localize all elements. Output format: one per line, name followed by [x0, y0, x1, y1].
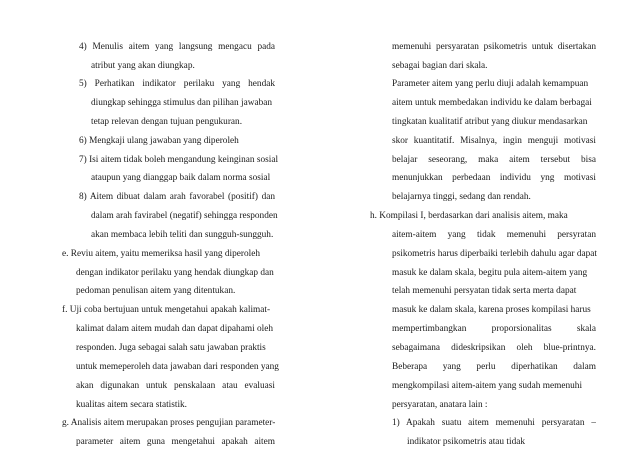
text-line: skor kuantitatif. Misalnya, ingin menguji motivasi [392, 136, 596, 146]
text-line: kalimat dalam aitem mudah dan dapat dipahami oleh [76, 324, 273, 334]
text-line: untuk memeperoleh data jawaban dari responden yang [76, 362, 279, 372]
text-line: sebagaimana dideskripsikan oleh blue-printnya. [392, 343, 596, 353]
text-line: h. Kompilasi I, berdasarkan dari analisis aitem, maka [370, 211, 568, 221]
text-line: 5) Perhatikan indikator perilaku yang hendak [79, 79, 275, 89]
text-line: memenuhi persyaratan psikometris untuk disertakan [392, 42, 596, 52]
text-line: 1) Apakah suatu aitem memenuhi persyaratan – [392, 418, 596, 428]
text-line: Parameter aitem yang perlu diuji adalah kemampuan [392, 79, 589, 89]
text-line: persyaratan, anatara lain : [392, 400, 488, 410]
text-line: pedoman penulisan aitem yang ditentukan. [76, 286, 236, 296]
text-line: akan membaca lebih teliti dan sungguh-sungguh. [91, 230, 274, 240]
text-line: responden. Juga sebagai salah satu jawaban praktis [76, 343, 266, 353]
text-line: ataupun yang dianggap baik dalam norma sosial [91, 173, 271, 183]
text-line: masuk ke dalam skala, karena proses kompilasi harus [392, 305, 591, 315]
text-line: dalam arah favirabel (negatif) sehingga responden [91, 211, 278, 221]
text-line: menunjukkan perbedaan individu yng motivasi [392, 173, 596, 183]
text-line: sebagai bagian dari skala. [392, 61, 488, 71]
text-line: e. Reviu aitem, yaitu memeriksa hasil yang diperoleh [62, 249, 261, 259]
text-line: belajar seseorang, maka aitem tersebut bisa [392, 155, 596, 165]
text-line: telah memenuhi persyatan tidak serta merta dapat [392, 286, 577, 296]
text-line: psikometris harus diperbaiki terlebih dahulu agar dapat [392, 249, 597, 259]
text-line: mempertimbangkan proporsionalitas skala [392, 324, 596, 334]
text-line: masuk ke dalam skala, begitu pula aitem-aitem yang [392, 268, 588, 278]
text-line: indikator psikometris atau tidak [407, 437, 525, 447]
text-line: 8) Aitem dibuat dalam arah favorabel (positif) dan [79, 192, 275, 202]
text-line: diungkap sehingga stimulus dan pilihan jawaban [91, 98, 272, 108]
text-line: aitem untuk membedakan individu ke dalam berbagai [392, 98, 592, 108]
text-line: f. Uji coba bertujuan untuk mengetahui apakah kalimat- [62, 305, 271, 315]
text-line: g. Analisis aitem merupakan proses pengujian parameter- [62, 418, 276, 428]
text-line: akan digunakan untuk penskalaan atau evaluasi [76, 381, 275, 391]
text-line: parameter aitem guna mengetahui apakah aitem [76, 437, 275, 447]
text-line: 7) Isi aitem tidak boleh mengandung keinginan sosial [79, 155, 279, 165]
text-line: dengan indikator perilaku yang hendak diungkap dan [76, 268, 274, 278]
text-line: belajarnya tinggi, sedang dan rendah. [392, 192, 531, 202]
text-line: tingkatan kualitatif atribut yang diukur mendasarkan [392, 117, 588, 127]
text-line: tetap relevan dengan tujuan pengukuran. [91, 117, 243, 127]
text-line: aitem-aitem yang tidak memenuhi persyratan [392, 230, 596, 240]
text-line: 6) Mengkaji ulang jawaban yang diperoleh [79, 136, 239, 146]
text-line: mengkompilasi aitem-aitem yang sudah memenuhi [392, 381, 583, 391]
text-line: atribut yang akan diungkap. [91, 61, 195, 71]
text-line: Beberapa yang perlu diperhatikan dalam [392, 362, 596, 372]
text-line: kualitas aitem secara statistik. [76, 400, 188, 410]
text-line: 4) Menulis aitem yang langsung mengacu pada [79, 42, 275, 52]
